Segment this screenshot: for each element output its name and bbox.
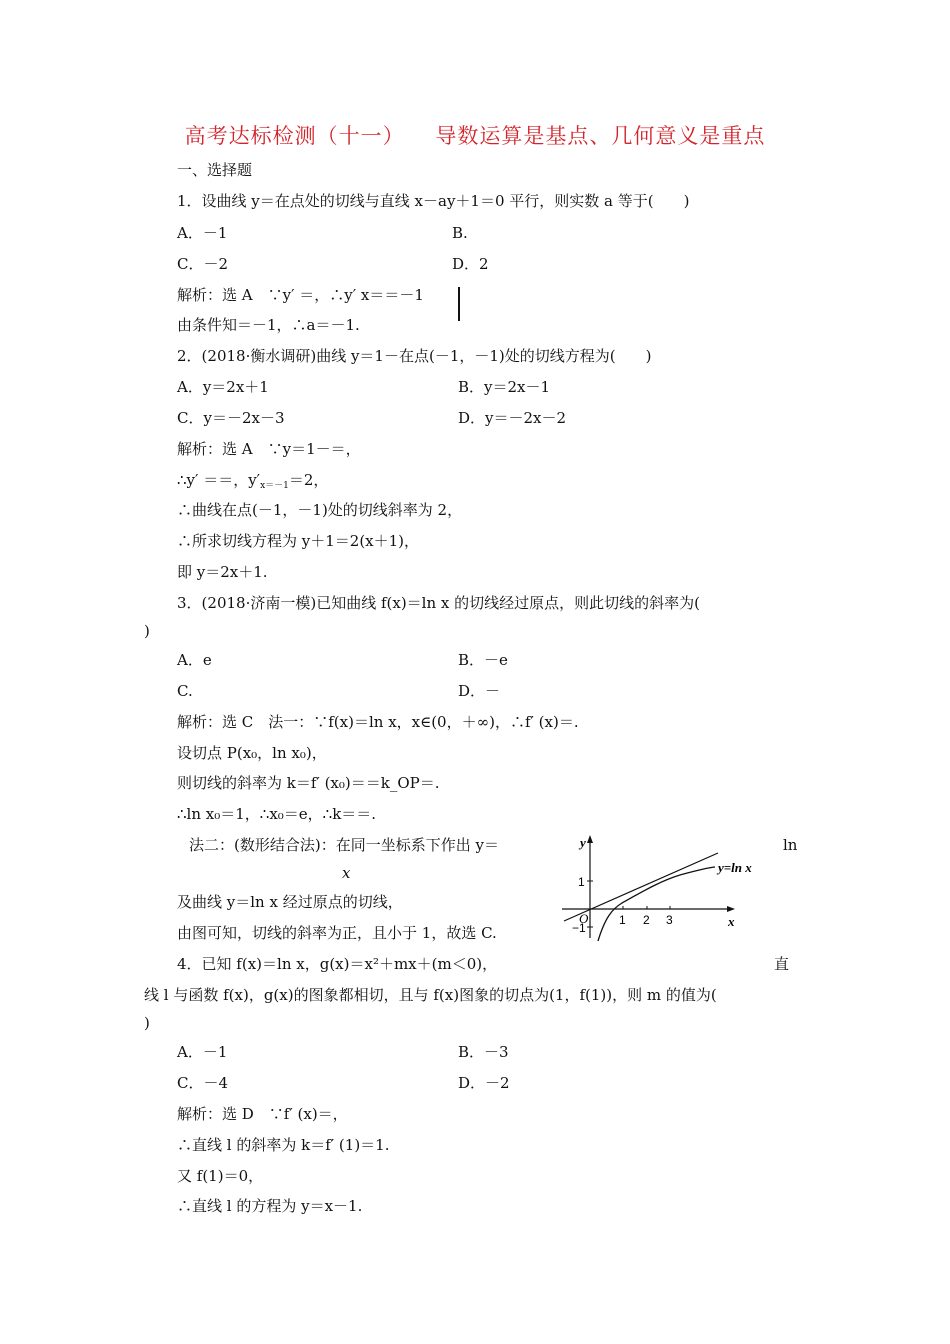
x-tick-label-3: 3 — [666, 913, 673, 927]
q4-line-eq: ∴直线 l 的方程为 y＝x－1. — [177, 1197, 363, 1215]
question-2: 2．(2018·衡水调研)曲线 y＝1－在点(－1，－1)处的切线方程为( ) — [177, 347, 652, 365]
curve-label: y=ln x — [718, 860, 752, 875]
q2-option-a: A．y＝2x＋1 — [177, 378, 269, 396]
y-axis-arrow — [587, 835, 593, 843]
q3-slope: 则切线的斜率为 k＝f′ (x₀)＝＝k_OP＝. — [177, 774, 440, 792]
y-tick-label-minus1: −1 — [572, 921, 586, 935]
q3-option-a: A．e — [177, 651, 212, 669]
q3-method2-curve: 及曲线 y＝ln x 经过原点的切线， — [177, 893, 403, 911]
q2-tangent-eq: ∴所求切线方程为 y＋1＝2(x＋1)， — [177, 532, 420, 550]
q4-slope: ∴直线 l 的斜率为 k＝f′ (1)＝1. — [177, 1136, 390, 1154]
question-1: 1．设曲线 y＝在点处的切线与直线 x－ay＋1＝0 平行，则实数 a 等于( ) — [177, 192, 690, 210]
x-axis-label: x — [728, 914, 735, 929]
q3-method2-ln: ln — [783, 836, 798, 854]
q2-option-d: D．y＝－2x－2 — [458, 409, 567, 427]
q3-solution: 解析：选 C 法一：∵f(x)＝ln x，x∈(0，＋∞)，∴f′ (x)＝. — [177, 713, 579, 731]
q3-conclusion: 由图可知，切线的斜率为正，且小于 1，故选 C. — [177, 924, 497, 942]
q2-result: 即 y＝2x＋1. — [177, 563, 268, 581]
section-heading: 一、选择题 — [177, 161, 253, 179]
q3-option-b: B．－e — [458, 651, 508, 669]
question-3-cont: ) — [144, 622, 150, 640]
q1-solution-cont: 由条件知＝－1，∴a＝－1. — [177, 316, 360, 334]
q1-option-a: A．－1 — [177, 224, 228, 242]
q2-option-c: C．y＝－2x－3 — [177, 409, 285, 427]
q1-option-c: C．－2 — [177, 255, 229, 273]
q3-result: ∴ln x₀＝1，∴x₀＝e，∴k＝＝. — [177, 805, 377, 823]
question-4-close: ) — [144, 1014, 150, 1032]
q2-option-b: B．y＝2x－1 — [458, 378, 551, 396]
ln-graph-figure — [560, 833, 770, 943]
q3-method2-x: x — [342, 864, 351, 882]
q2-slope: ∴曲线在点(－1，－1)处的切线斜率为 2， — [177, 501, 463, 519]
q3-option-d: D．－ — [458, 682, 501, 700]
page-title: 高考达标检测（十一） 导数运算是基点、几何意义是重点 — [184, 124, 766, 148]
q3-method2: 法二：(数形结合法)：在同一坐标系下作出 y＝ — [189, 836, 499, 854]
q3-option-c: C. — [177, 682, 193, 700]
origin-label: O — [579, 911, 589, 926]
q4-solution: 解析：选 D ∵f′ (x)＝， — [177, 1105, 348, 1123]
question-4-cont: 线 l 与函数 f(x)，g(x)的图象都相切，且与 f(x)图象的切点为(1，f(1))，则 m 的值为( — [144, 986, 717, 1004]
question-3: 3．(2018·济南一模)已知曲线 f(x)＝ln x 的切线经过原点，则此切线的斜率为( — [177, 594, 700, 612]
q4-option-b: B．－3 — [458, 1043, 509, 1061]
q4-option-d: D．－2 — [458, 1074, 510, 1092]
q1-solution: 解析：选 A ∵y′ ＝，∴y′ x＝＝－1 — [177, 286, 424, 304]
q3-tangent-point: 设切点 P(x₀，ln x₀)， — [177, 744, 327, 762]
q4-f1: 又 f(1)＝0， — [177, 1167, 264, 1185]
y-tick-label-1: 1 — [578, 875, 585, 889]
q4-option-a: A．－1 — [177, 1043, 228, 1061]
y-axis-label: y — [580, 835, 586, 850]
x-tick-label-2: 2 — [643, 913, 650, 927]
q2-solution: 解析：选 A ∵y＝1－＝， — [177, 440, 361, 458]
q4-option-c: C．－4 — [177, 1074, 229, 1092]
question-4-tail: 直 — [774, 955, 790, 973]
x-tick-label-1: 1 — [619, 913, 626, 927]
x-axis-arrow — [727, 906, 735, 912]
ln-curve — [598, 867, 715, 941]
q1-option-b: B. — [452, 224, 468, 242]
question-4: 4．已知 f(x)＝ln x，g(x)＝x²＋mx＋(m＜0)， — [177, 955, 498, 973]
q2-derivative: ∴y′ ＝＝，$y'_{x=-1}=2$， — [177, 471, 329, 491]
q1-option-d: D．2 — [452, 255, 489, 273]
text-cursor — [458, 287, 460, 321]
